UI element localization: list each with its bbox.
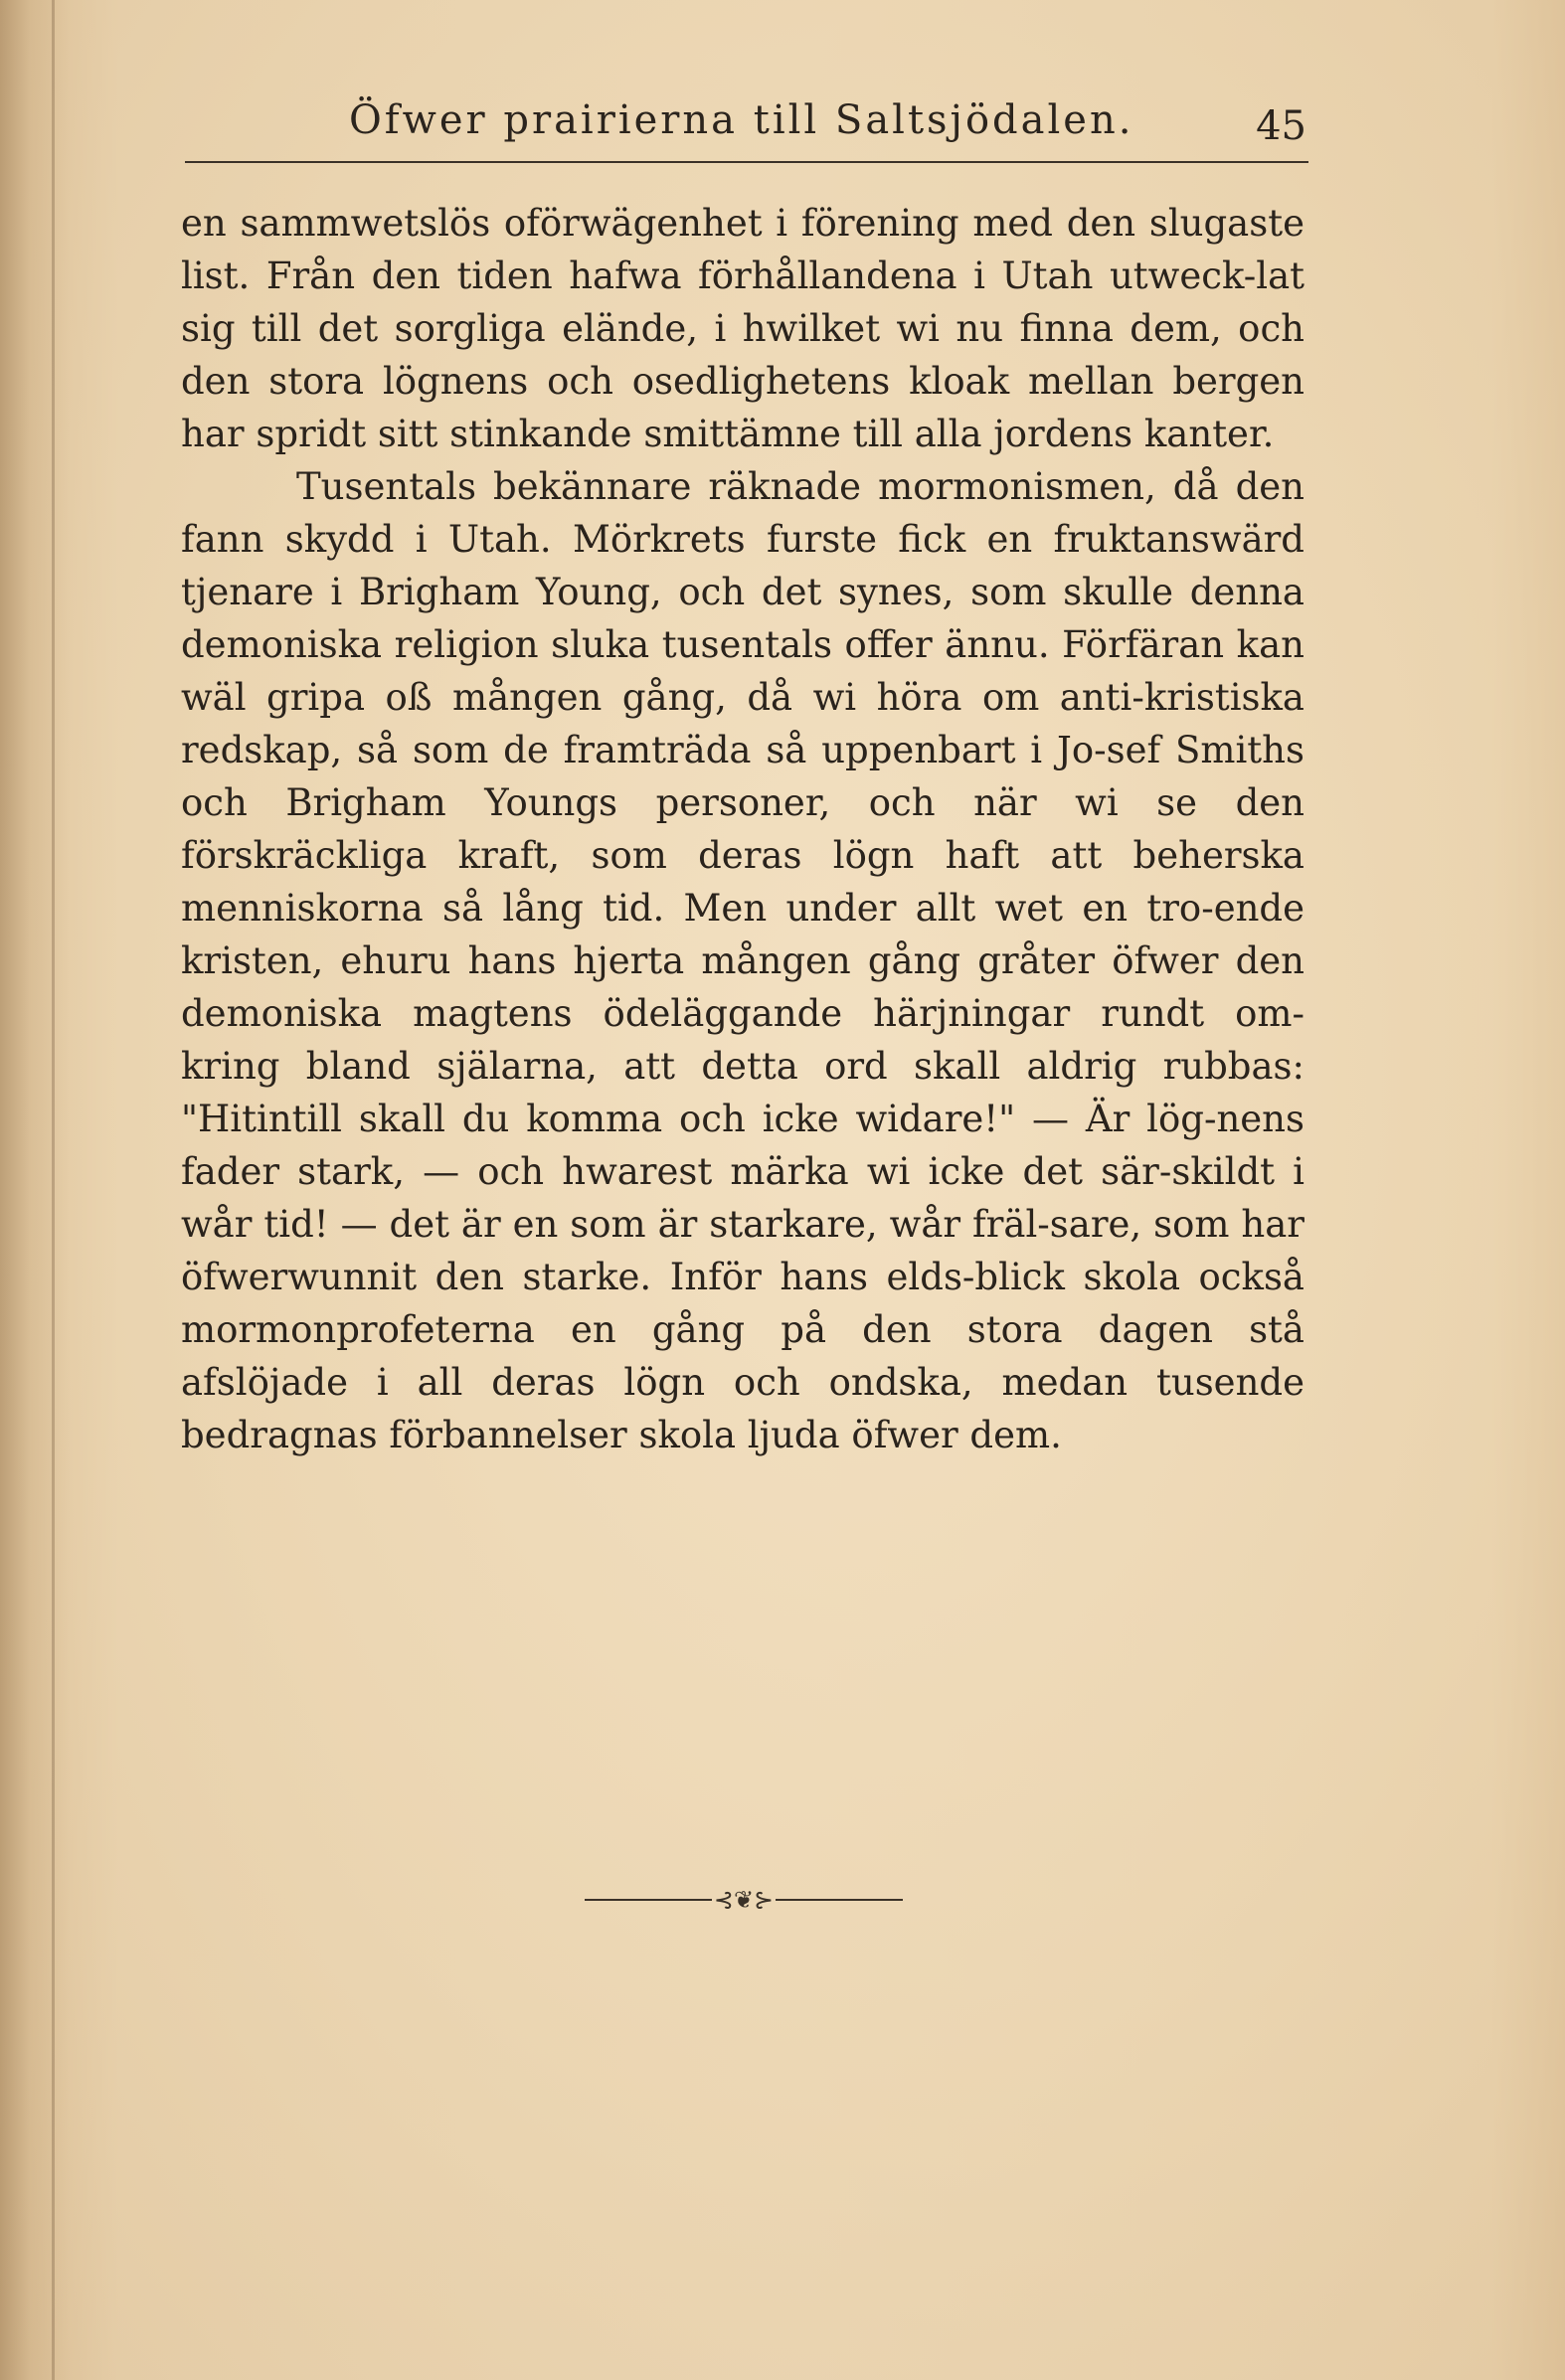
header-rule: [185, 161, 1308, 163]
page-header: [185, 91, 1308, 165]
page-gutter-shadow: [0, 0, 70, 2380]
ornament-rule-right: [776, 1899, 903, 1901]
binding-edge: [52, 0, 55, 2380]
paragraph-1: en sammwetslös oförwägenhet i förening med den slugaste list. Från den tiden hafwa förhållandena i Utah utweck-lat sig till det sorgliga elände, i hwilket wi nu finna dem, och den stora lögnens och osedlighetens kloak mellan bergen har spridt sitt stinkande smittämne till alla jordens kanter.: [181, 202, 1304, 455]
section-end-ornament: [585, 1885, 903, 1915]
fleuron-icon: ⊰❦⊱: [713, 1886, 775, 1914]
page-number: 45: [1256, 103, 1306, 149]
ornament-rule-left: [585, 1899, 712, 1901]
body-text: [181, 197, 1304, 1461]
paragraph-2: Tusentals bekännare räknade mormonismen, då den fann skydd i Utah. Mörkrets furste fick en fruktanswärd tjenare i Brigham Young, och det synes, som skulle denna demoniska religion sluka tusentals offer ännu. Förfäran kan wäl gripa oß mången gång, då wi höra om anti-kristiska redskap, så som de framträda så uppenbart i Jo-sef Smiths och Brigham Youngs personer, och när wi se den förskräckliga kraft, som deras lögn haft att beherska menniskorna så lång tid. Men under allt wet en tro-ende kristen, ehuru hans hjerta mången gång gråter öfwer den demoniska magtens ödeläggande härjningar rundt om-kring bland själarna, att detta ord skall aldrig rubbas: "Hitintill skall du komma och icke widare!" — Är lög-nens fader stark, — och hwarest märka wi icke det sär-skildt i wår tid! — det är en som är starkare, wår fräl-sare, som har öfwerwunnit den starke. Inför hans elds-blick skola också mormonprofeterna en gång på den stora dagen stå afslöjade i all deras lögn och ondska, medan tusende bedragnas förbannelser skola ljuda öfwer dem.: [181, 465, 1304, 1456]
running-title: Öfwer prairierna till Saltsjödalen.: [349, 97, 1134, 143]
